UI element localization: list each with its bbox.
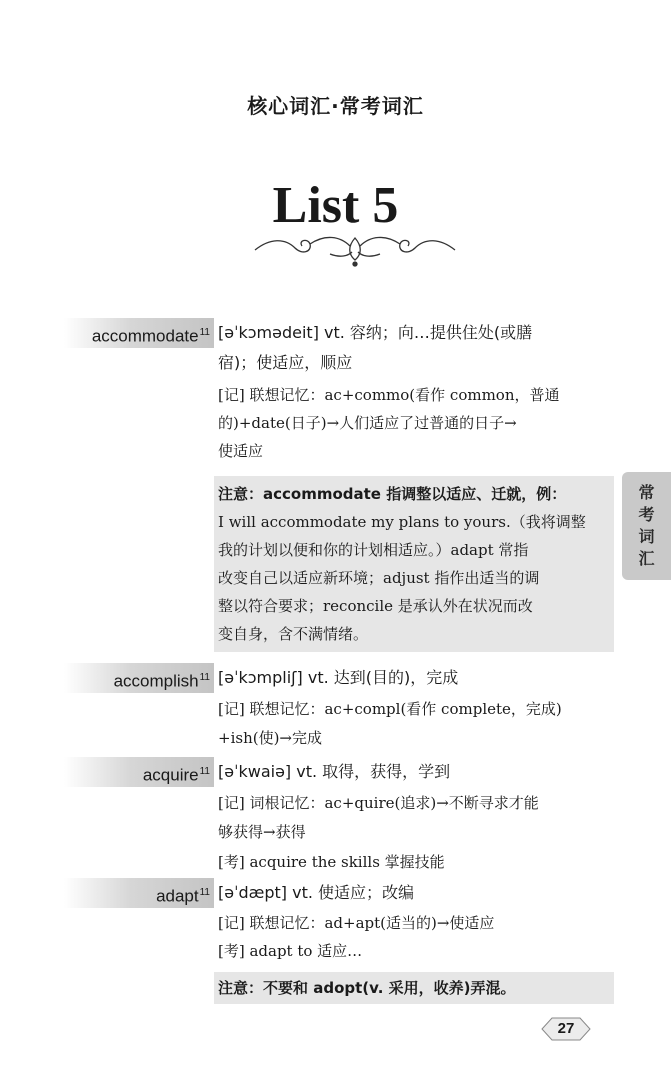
side-section-tab (622, 472, 671, 580)
note-line: I will accommodate my plans to yours.（我将调整 (218, 513, 586, 531)
entry-line: [əˈkwaiə] vt. 取得，获得，学到 (218, 762, 451, 781)
page-header-title: 核心词汇·常考词汇 (247, 94, 424, 118)
entry-line: 使适应 (218, 442, 264, 460)
entry-line: [əˈdæpt] vt. 使适应；改编 (218, 883, 415, 902)
entry-line: +ish(使)→完成 (218, 729, 322, 747)
entry-line: [əˈkɔmədeit] vt. 容纳；向…提供住处(或膳 (218, 323, 533, 342)
ornament-divider-icon (250, 228, 460, 268)
side-tab-label: 常 考 词 汇 (638, 483, 655, 568)
entry-line: [əˈkɔmpliʃ] vt. 达到(目的)，完成 (218, 668, 459, 687)
entry-line: [记] 联想记忆：ac+commo(看作 common，普通 (218, 386, 560, 404)
note-line: 注意：不要和 adopt(v. 采用，收养)弄混。 (218, 979, 516, 997)
entry-line: [记] 联想记忆：ad+apt(适当的)→使适应 (218, 914, 495, 932)
page-number-badge (540, 1016, 592, 1042)
entry-headword-adapt: adapt$^{11}$ (64, 878, 214, 908)
note-line: 改变自己以适应新环境；adjust 指作出适当的调 (218, 569, 540, 587)
entry-headword-accommodate: accommodate$^{11}$ (64, 318, 214, 348)
entry-line: 宿)；使适应，顺应 (218, 353, 353, 372)
entry-line: 够获得→获得 (218, 823, 306, 841)
entry-line: [考] acquire the skills 掌握技能 (218, 853, 445, 871)
entry-line: [考] adapt to 适应… (218, 942, 363, 960)
list-title: List 5 (272, 177, 399, 234)
note-line: 整以符合要求；reconcile 是承认外在状况而改 (218, 597, 533, 615)
entry-line: [记] 词根记忆：ac+quire(追求)→不断寻求才能 (218, 794, 539, 812)
entry-headword-acquire: acquire$^{11}$ (64, 757, 214, 787)
entry-line: 的)+date(日子)→人们适应了过普通的日子→ (218, 414, 517, 432)
entry-headword-accomplish: accomplish$^{11}$ (64, 663, 214, 693)
note-line: 我的计划以便和你的计划相适应。）adapt 常指 (218, 541, 529, 559)
note-line: 变自身，含不满情绪。 (218, 625, 369, 643)
entry-line: [记] 联想记忆：ac+compl(看作 complete，完成) (218, 700, 562, 718)
note-line: 注意：accommodate 指调整以适应、迁就，例： (218, 485, 567, 503)
page-number: 27 (557, 1020, 575, 1037)
